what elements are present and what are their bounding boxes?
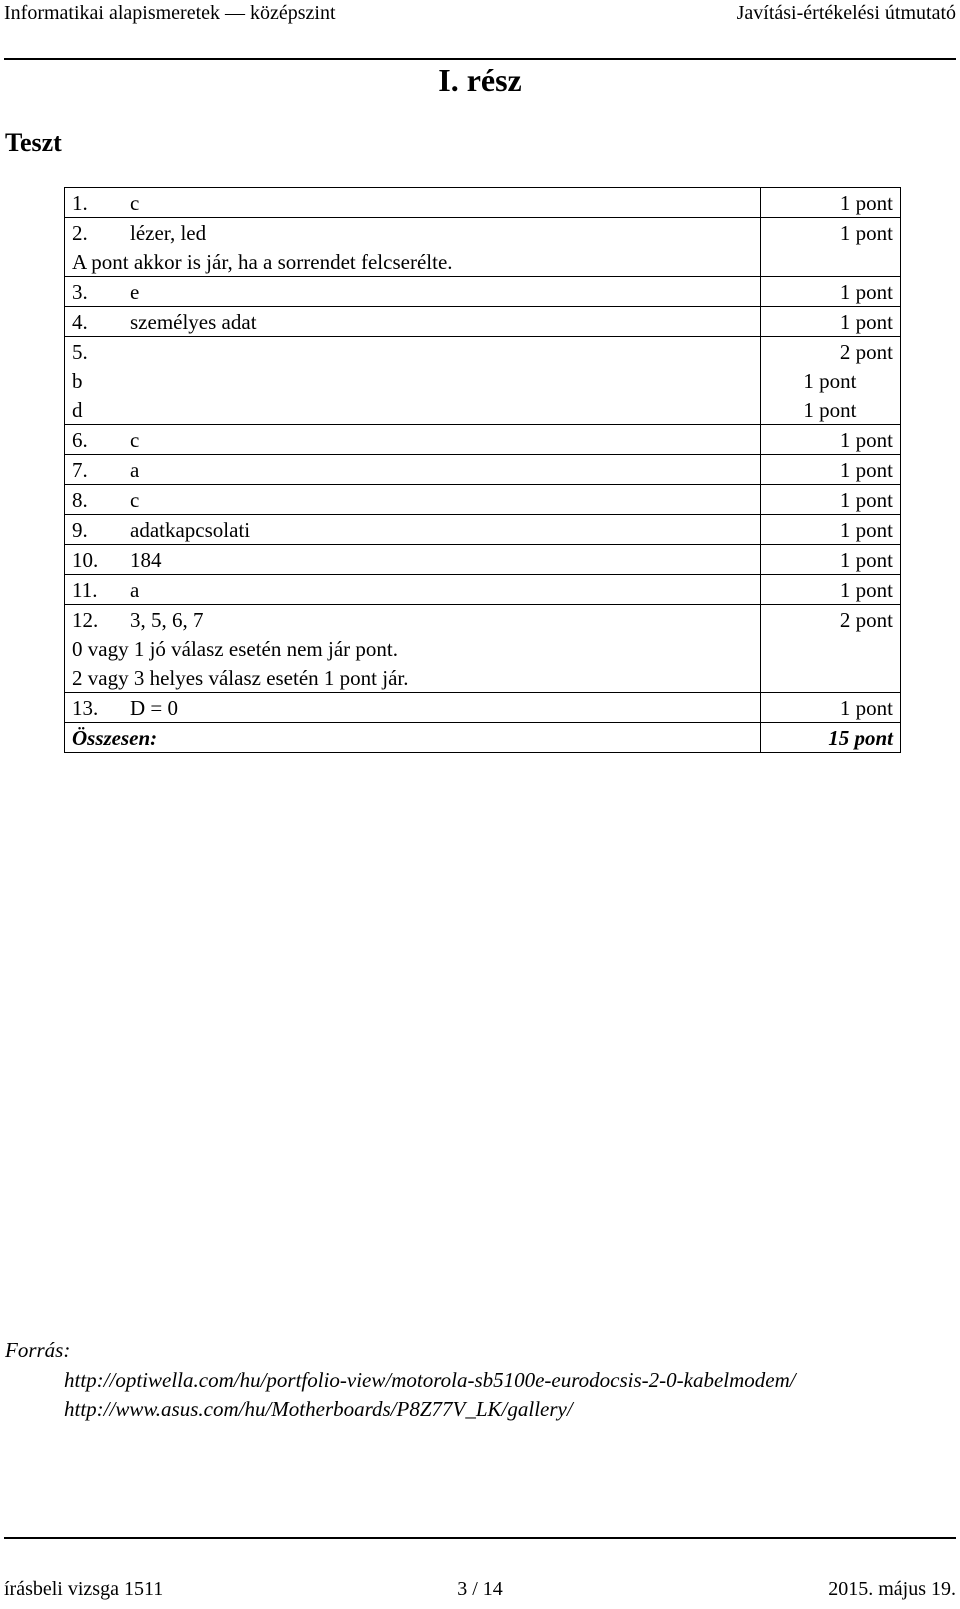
table-row (65, 455, 901, 485)
page-number: 3 / 14 (457, 1578, 503, 1600)
points-cell: 1 pont (761, 455, 901, 485)
table-row (65, 337, 901, 367)
answer-text: D = 0 (130, 695, 179, 720)
answer-text: személyes adat (130, 309, 257, 334)
header-rule (4, 58, 956, 60)
table-row (65, 663, 901, 693)
question-number: 7. (72, 457, 88, 482)
source-link[interactable]: http://optiwella.com/hu/portfolio-view/motorola-sb5100e-eurodocsis-2-0-kabelmodem/ (64, 1368, 796, 1392)
sub-answer: b (72, 368, 83, 393)
points-cell: 1 pont (761, 425, 901, 455)
question-number: 13. (72, 695, 99, 720)
answer-text: c (130, 190, 140, 215)
points-cell: 1 pont (761, 277, 901, 307)
points-cell: 1 pont (761, 575, 901, 605)
table-row: b 1 pont (65, 366, 901, 395)
total-label: Összesen: (65, 723, 761, 753)
sub-answer: d (72, 397, 83, 422)
page-footer (4, 1578, 956, 1606)
points-cell: 1 pont (761, 218, 901, 248)
answer-text: c (130, 427, 140, 452)
table-row (65, 218, 901, 248)
sources-title: Forrás: (5, 1338, 71, 1362)
page-header (4, 0, 956, 30)
scoring-note: 0 vagy 1 jó válasz esetén nem jár pont. (65, 634, 761, 663)
header-doc-type: Javítási-értékelési útmutató (736, 2, 956, 24)
footer-rule (4, 1537, 956, 1539)
table-row (65, 307, 901, 337)
points-cell: 1 pont (761, 545, 901, 575)
scoring-note: 2 vagy 3 helyes válasz esetén 1 pont jár. (65, 663, 761, 693)
source-link[interactable]: http://www.asus.com/hu/Motherboards/P8Z77V_LK/gallery/ (64, 1397, 573, 1421)
table-row (65, 188, 901, 218)
answer-text: a (130, 577, 140, 602)
total-points: 15 pont (761, 723, 901, 753)
table-row (65, 277, 901, 307)
answer-text: 3, 5, 6, 7 (130, 607, 204, 632)
table-row (65, 247, 901, 277)
points-cell: 1 pont (761, 188, 901, 218)
question-number: 9. (72, 517, 88, 542)
answer-text: c (130, 487, 140, 512)
answer-text: adatkapcsolati (130, 517, 251, 542)
table-row (65, 545, 901, 575)
table-row (65, 575, 901, 605)
question-number: 10. (72, 547, 99, 572)
table-row (65, 634, 901, 663)
answer-table (64, 187, 901, 753)
footer-date: 2015. május 19. (828, 1578, 956, 1600)
table-row: d 1 pont (65, 395, 901, 425)
points-cell: 1 pont (761, 307, 901, 337)
points-cell: 1 pont (761, 485, 901, 515)
table-row (65, 605, 901, 635)
table-row (65, 485, 901, 515)
points-cell: 2 pont (761, 337, 901, 367)
answer-text: lézer, led (130, 220, 207, 245)
question-number: 3. (72, 279, 88, 304)
scoring-note: A pont akkor is jár, ha a sorrendet felcserélte. (65, 247, 761, 277)
question-number: 5. (72, 339, 88, 364)
question-number: 6. (72, 427, 88, 452)
question-number: 2. (72, 220, 88, 245)
footer-exam-code: írásbeli vizsga 1511 (4, 1578, 164, 1600)
question-number: 1. (72, 190, 88, 215)
total-row (65, 723, 901, 753)
points-cell: 2 pont (761, 605, 901, 635)
points-cell: 1 pont (761, 693, 901, 723)
points-cell: 1 pont (761, 515, 901, 545)
section-title: Teszt (5, 128, 62, 157)
answer-text: 184 (130, 547, 162, 572)
table-row (65, 693, 901, 723)
answer-text: e (130, 279, 140, 304)
question-number: 11. (72, 577, 98, 602)
part-title: I. rész (438, 62, 522, 98)
answer-text: a (130, 457, 140, 482)
table-row (65, 515, 901, 545)
header-subject: Informatikai alapismeretek — középszint (4, 2, 336, 24)
question-number: 12. (72, 607, 99, 632)
table-row (65, 425, 901, 455)
question-number: 4. (72, 309, 88, 334)
question-number: 8. (72, 487, 88, 512)
